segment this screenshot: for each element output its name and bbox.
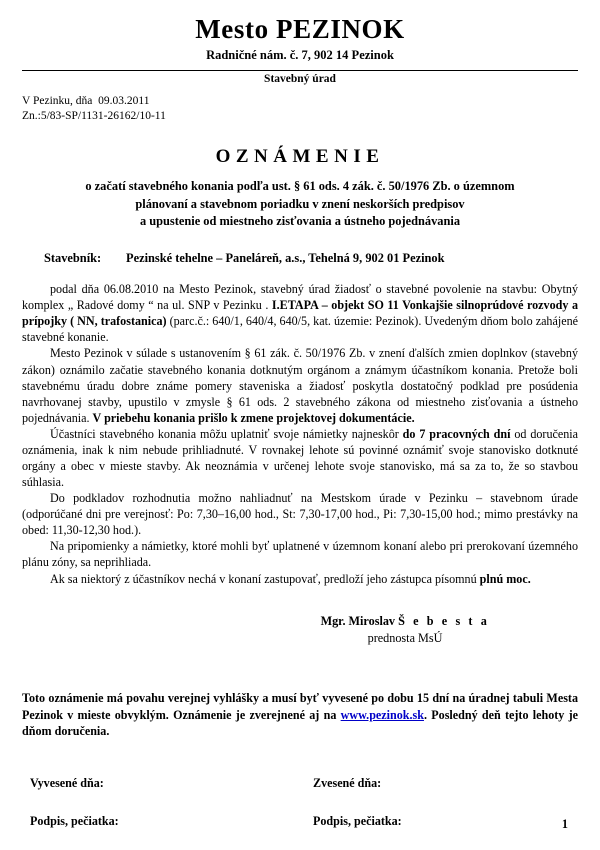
document-subtitle [22, 178, 578, 231]
paragraph-3 [22, 426, 578, 490]
paragraph-6-part-a: Ak sa niektorý z účastníkov nechá v konaní zastupovať, predloží jeho zástupca písomnú [50, 571, 480, 586]
public-notice-paragraph [22, 690, 578, 740]
page-title: OZNÁMENIE [215, 146, 385, 168]
header-divider [22, 70, 578, 71]
signatory-name [232, 613, 578, 631]
paragraph-2-part-a: Mesto Pezinok v súlade s ustanovením § 61 zák. č. 50/1976 Zb. v znení ďalších zmien doplnkov (stavebný zákon) oznámilo začatie stavebného konania dotknutým orgánom a známym účastníkom konania. Pretože boli stavebnému úradu dobre známe pomery staveniska a žiadosť poskytla dostatočný podklad pre posúdenia navrhovanej stavby, upustilo v zmysle § 61 ods. 2 stavebného zákona od miestneho zisťovania a ústneho pojednávania. [22, 346, 578, 425]
paragraph-1-bold: I.ETAPA – objekt SO 11 Vonkajšie silnoprúdové rozvody a prípojky ( NN, trafostanica) [22, 298, 578, 329]
signoff-block [22, 776, 578, 829]
paragraph-3-part-a: Účastníci stavebného konania môžu uplatniť svoje námietky najneskôr [50, 426, 403, 441]
signature-block [22, 613, 578, 648]
document-subtitle-line-3: a upustenie od miestneho zisťovania a ústneho pojednávania [139, 214, 461, 229]
paragraph-2-bold: V priebehu konania prišlo k zmene projektovej dokumentácie. [92, 410, 415, 425]
signatory-role: prednosta MsÚ [367, 631, 443, 646]
signature-stamp-left-label: Podpis, pečiatka: [30, 813, 119, 828]
public-notice-part-a: Toto oznámenie má povahu verejnej vyhlášky a musí byť vyvesené po dobu 15 dní na úradnej tabuli Mesta Pezinok v mieste obvyklým. Oznámenie je zverejnené aj na [22, 690, 578, 722]
removed-on-label: Zvesené dňa: [313, 776, 382, 791]
public-notice-part-b: . Posledný deň tejto lehoty je dňom doručenia. [22, 707, 578, 739]
signatory-surname: Š e b e s t a [398, 613, 490, 628]
department-name: Stavebný úrad [264, 73, 336, 86]
builder-label: Stavebník: [44, 251, 102, 265]
paragraph-6-bold: plnú moc. [479, 571, 531, 586]
paragraph-5: Na pripomienky a námietky, ktoré mohli byť uplatnené v územnom konaní alebo pri prerokovaní územného plánu zóny, sa neprihliada. [22, 539, 578, 570]
reference-block [22, 94, 578, 124]
paragraph-1-part-b: (parc.č.: 640/1, 640/4, 640/5, kat. územie: Pezinok). Uvedeným dňom bolo zahájené stavebné konanie. [22, 314, 578, 345]
builder-value: Pezinské tehelne – Paneláreň, a.s., Tehelná 9, 902 01 Pezinok [126, 251, 445, 265]
document-masthead [22, 0, 578, 63]
signoff-row-dates [22, 776, 578, 792]
document-subtitle-line-1: o začatí stavebného konania podľa ust. § 61 ods. 4 zák. č. 50/1976 Zb. o územnom [85, 179, 515, 194]
public-notice [22, 690, 578, 740]
place-and-date: V Pezinku, dňa 09.03.2011 [22, 95, 150, 108]
organization-address: Radničné nám. č. 7, 902 14 Pezinok [206, 48, 394, 63]
paragraph-3-part-b: od doručenia oznámenia, inak k nim nebude prihliadnuté. V rovnakej lehote sú povinné oznámiť svoje stanovisko dotknuté orgány a obec v mieste stavby. Ak neoznámia v určenej lehote svoje stanovisko, má sa za to, že so stavbou súhlasia. [22, 426, 579, 490]
paragraph-6 [22, 571, 578, 587]
signatory-title: Mgr. Miroslav [320, 613, 399, 628]
file-number: Zn.:5/83-SP/1131-26162/10-11 [22, 110, 166, 123]
builder-row [22, 250, 578, 266]
page-number: 1 [561, 817, 568, 831]
posted-on-label: Vyvesené dňa: [30, 776, 104, 791]
paragraph-2 [22, 345, 578, 425]
paragraph-3-bold: do 7 pracovných dní [402, 426, 511, 441]
document-body [22, 281, 578, 586]
website-link[interactable]: www.pezinok.sk [340, 707, 424, 722]
signature-stamp-right-label: Podpis, pečiatka: [313, 813, 402, 828]
paragraph-4: Do podkladov rozhodnutia možno nahliadnuť na Mestskom úrade v Pezinku – stavebnom úrade (odporúčané dni pre verejnosť: Po: 7,30–16,00 hod., St: 7,30-17,00 hod., Pi: 7,30-15,00 hod.; mimo prestávky na obed: 11,30-12,30 hod.). [22, 491, 578, 538]
organization-title: Mesto PEZINOK [195, 14, 405, 44]
signoff-row-stamps [22, 814, 578, 830]
paragraph-1-part-a: podal dňa 06.08.2010 na Mesto Pezinok, stavebný úrad žiadosť o stavebné povolenie na stavbu: Obytný komplex „ Radové domy “ na ul. SNP v Pezinku . [22, 282, 578, 313]
paragraph-1 [22, 281, 578, 345]
document-subtitle-line-2: plánovaní a stavebnom poriadku v znení neskorších predpisov [135, 196, 465, 211]
